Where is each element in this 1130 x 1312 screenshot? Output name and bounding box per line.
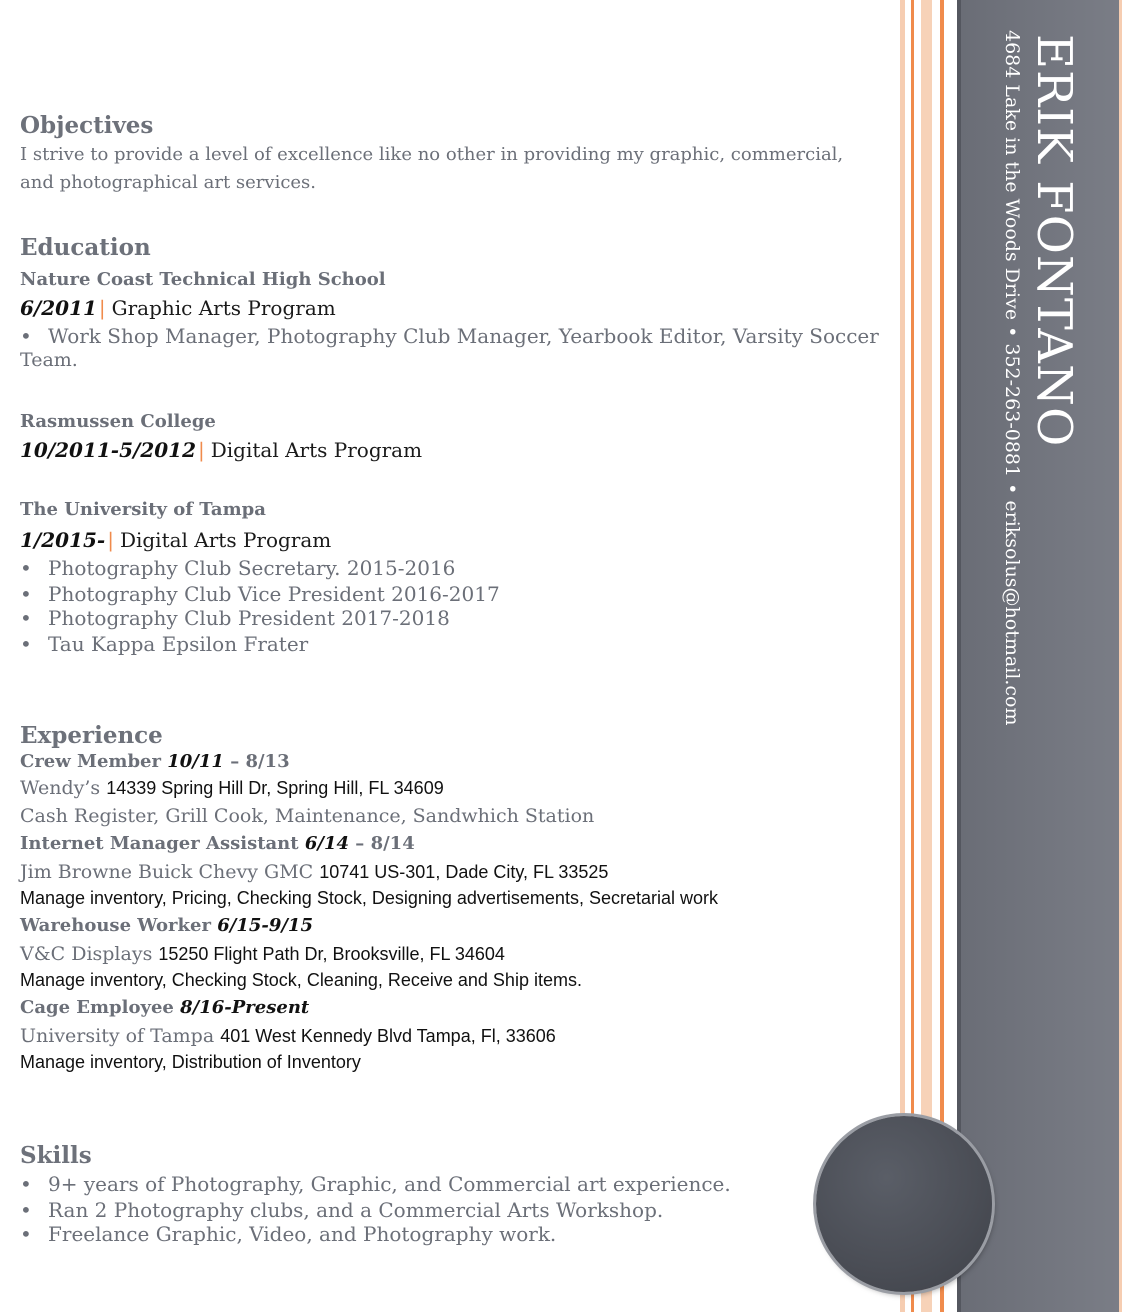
- stripe-peach-2: [921, 0, 932, 1312]
- job-duties: Manage inventory, Pricing, Checking Stock, Designing advertisements, Secretarial work: [20, 888, 718, 908]
- list-item: • Photography Club Vice President 2016-2017: [20, 582, 500, 606]
- employer-line: [20, 943, 505, 965]
- objectives-line-1: I strive to provide a level of excellence like no other in providing my graphic, commercial,: [20, 144, 844, 165]
- job-end-date: – 8/14: [349, 833, 415, 854]
- employer-name: Jim Browne Buick Chevy GMC: [20, 861, 314, 883]
- program-line: [20, 438, 422, 462]
- experience-heading: Experience: [20, 722, 163, 749]
- school-name: Rasmussen College: [20, 411, 216, 432]
- program-date: 1/2015-: [20, 528, 106, 552]
- program-name: Graphic Arts Program: [111, 296, 336, 320]
- education-heading: Education: [20, 234, 151, 261]
- employer-address: 14339 Spring Hill Dr, Spring Hill, FL 34609: [106, 778, 444, 798]
- employer-name: V&C Displays: [20, 943, 153, 965]
- list-item: • Freelance Graphic, Video, and Photography work.: [20, 1222, 557, 1246]
- employer-address: 401 West Kennedy Blvd Tampa, Fl, 33606: [220, 1026, 556, 1046]
- job-title: [20, 751, 290, 772]
- job-title: [20, 997, 309, 1018]
- employer-line: [20, 1025, 556, 1047]
- employer-name: University of Tampa: [20, 1025, 215, 1047]
- objectives-line-2: and photographical art services.: [20, 172, 317, 193]
- employer-address: 15250 Flight Path Dr, Brooksville, FL 34604: [158, 944, 505, 964]
- list-item: • Photography Club Secretary. 2015-2016: [20, 556, 456, 580]
- list-item-continuation: Team.: [20, 349, 78, 371]
- employer-address: 10741 US-301, Dade City, FL 33525: [319, 862, 609, 882]
- job-start-date: 8/16-Present: [180, 997, 310, 1018]
- program-line: [20, 296, 336, 320]
- stripe-orange-2: [940, 0, 944, 1312]
- candidate-name: ERIK FONTANO: [1026, 34, 1082, 448]
- job-duties: Manage inventory, Distribution of Inventory: [20, 1052, 361, 1072]
- list-item-text: Work Shop Manager, Photography Club Manager, Yearbook Editor, Varsity Soccer: [48, 324, 879, 348]
- job-title: [20, 915, 313, 936]
- program-name: Digital Arts Program: [210, 438, 423, 462]
- program-date: 6/2011: [20, 296, 97, 320]
- job-title-text: Cage Employee: [20, 997, 174, 1018]
- list-item: • Photography Club President 2017-2018: [20, 606, 450, 630]
- list-item-text: Photography Club Vice President 2016-2017: [48, 582, 500, 606]
- employer-name: Wendy’s: [20, 777, 101, 799]
- list-item-text: Photography Club President 2017-2018: [48, 606, 450, 630]
- job-start-date: 10/11: [167, 751, 224, 772]
- list-item: • Work Shop Manager, Photography Club Manager, Yearbook Editor, Varsity Soccer: [20, 324, 879, 348]
- separator-bar: |: [198, 438, 205, 462]
- job-title-text: Crew Member: [20, 751, 161, 772]
- decorative-circle: [816, 1116, 992, 1292]
- job-title-text: Warehouse Worker: [20, 915, 211, 936]
- contact-info: 4684 Lake in the Woods Drive • 352-263-0881 • eriksolus@hotmail.com: [1001, 30, 1023, 726]
- employer-line: [20, 777, 444, 799]
- objectives-heading: Objectives: [20, 112, 154, 139]
- list-item-text: Photography Club Secretary. 2015-2016: [48, 556, 456, 580]
- list-item: • Ran 2 Photography clubs, and a Commercial Arts Workshop.: [20, 1198, 664, 1222]
- job-title: [20, 833, 415, 854]
- program-date: 10/2011-5/2012: [20, 438, 196, 462]
- school-name: The University of Tampa: [20, 499, 266, 520]
- program-line: [20, 528, 331, 552]
- job-start-date: 6/14: [304, 833, 350, 854]
- skills-heading: Skills: [20, 1142, 92, 1169]
- list-item-text: 9+ years of Photography, Graphic, and Commercial art experience.: [48, 1172, 731, 1196]
- job-title-text: Internet Manager Assistant: [20, 833, 299, 854]
- list-item: • 9+ years of Photography, Graphic, and Commercial art experience.: [20, 1172, 731, 1196]
- school-name: Nature Coast Technical High School: [20, 269, 386, 290]
- list-item-text: Ran 2 Photography clubs, and a Commercial Arts Workshop.: [48, 1198, 664, 1222]
- job-duties: Manage inventory, Checking Stock, Cleaning, Receive and Ship items.: [20, 970, 582, 990]
- job-end-date: – 8/13: [223, 751, 290, 772]
- separator-bar: |: [98, 296, 106, 320]
- sidebar-panel: [957, 0, 1119, 1312]
- list-item: • Tau Kappa Epsilon Frater: [20, 632, 309, 656]
- employer-line: [20, 861, 608, 883]
- list-item-text: Freelance Graphic, Video, and Photography work.: [48, 1222, 557, 1246]
- stripe-orange-1: [911, 0, 914, 1312]
- job-start-date: 6/15-9/15: [217, 915, 313, 936]
- list-item-text: Tau Kappa Epsilon Frater: [48, 632, 309, 656]
- job-duties: Cash Register, Grill Cook, Maintenance, Sandwhich Station: [20, 805, 595, 827]
- separator-bar: |: [107, 528, 114, 552]
- program-name: Digital Arts Program: [119, 528, 332, 552]
